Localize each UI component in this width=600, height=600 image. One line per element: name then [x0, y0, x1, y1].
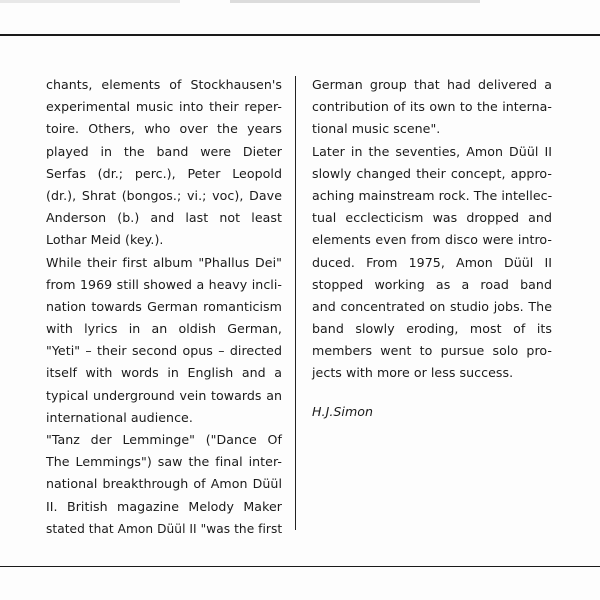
text-line: nation towards German romanticism — [46, 298, 282, 314]
text-line: aching mainstream rock. The intellec- — [312, 187, 553, 203]
text-line: stated that Amon Düül II "was the first — [46, 520, 283, 536]
text-line: toire. Others, who over the years — [46, 121, 282, 137]
text-line: The Lemmings") saw the final inter- — [46, 454, 282, 470]
text-line: band slowly eroding, most of its — [312, 321, 552, 337]
text-line: typical underground vein towards an — [46, 387, 282, 403]
text-line: jects with more or less success. — [312, 365, 514, 381]
left-text-column — [46, 74, 282, 540]
text-line: contribution of its own to the interna- — [312, 99, 552, 115]
text-line: duced. From 1975, Amon Düül II — [312, 254, 552, 270]
text-line: experimental music into their reper- — [46, 99, 282, 115]
text-line: national breakthrough of Amon Düül — [46, 476, 282, 492]
text-line: (dr.), Shrat (bongos.; vi.; voc), Dave — [46, 187, 282, 203]
text-line: German group that had delivered a — [312, 77, 552, 92]
column-divider — [295, 76, 296, 530]
text-line: tional music scene". — [312, 121, 441, 137]
text-line: Serfas (dr.; perc.), Peter Leopold — [46, 165, 282, 181]
text-line: slowly changed their concept, appro- — [312, 165, 552, 181]
text-line: itself with words in English and a — [46, 365, 282, 381]
text-line: stopped working as a road band — [312, 276, 552, 292]
text-line: international audience. — [46, 409, 193, 425]
text-line: Lothar Meid (key.). — [46, 232, 164, 248]
top-rule — [0, 34, 600, 36]
text-line: with lyrics in an oldish German, — [46, 321, 282, 337]
author-signature: H.J.Simon — [312, 403, 374, 419]
text-line: "Yeti" – their second opus – directed — [46, 343, 282, 359]
text-line: II. British magazine Melody Maker — [46, 498, 282, 514]
right-text-column — [312, 74, 552, 423]
text-line: and concentrated on studio jobs. The — [312, 298, 552, 314]
text-line: chants, elements of Stockhausen's — [46, 77, 282, 92]
text-line: "Tanz der Lemminge" ("Dance Of — [46, 432, 282, 447]
bottom-rule — [0, 566, 600, 567]
text-line: played in the band were Dieter — [46, 143, 282, 159]
text-line: tual ecclecticism was dropped and — [312, 210, 552, 226]
text-line: Anderson (b.) and last not least — [46, 210, 282, 226]
text-line: While their first album "Phallus Dei" — [46, 254, 282, 270]
text-line: Later in the seventies, Amon Düül II — [312, 143, 552, 159]
text-line: elements even from disco were intro- — [312, 232, 552, 248]
text-line: members went to pursue solo pro- — [312, 343, 552, 359]
top-edge-shading — [0, 0, 600, 3]
text-line: from 1969 still showed a heavy incli- — [46, 276, 282, 292]
